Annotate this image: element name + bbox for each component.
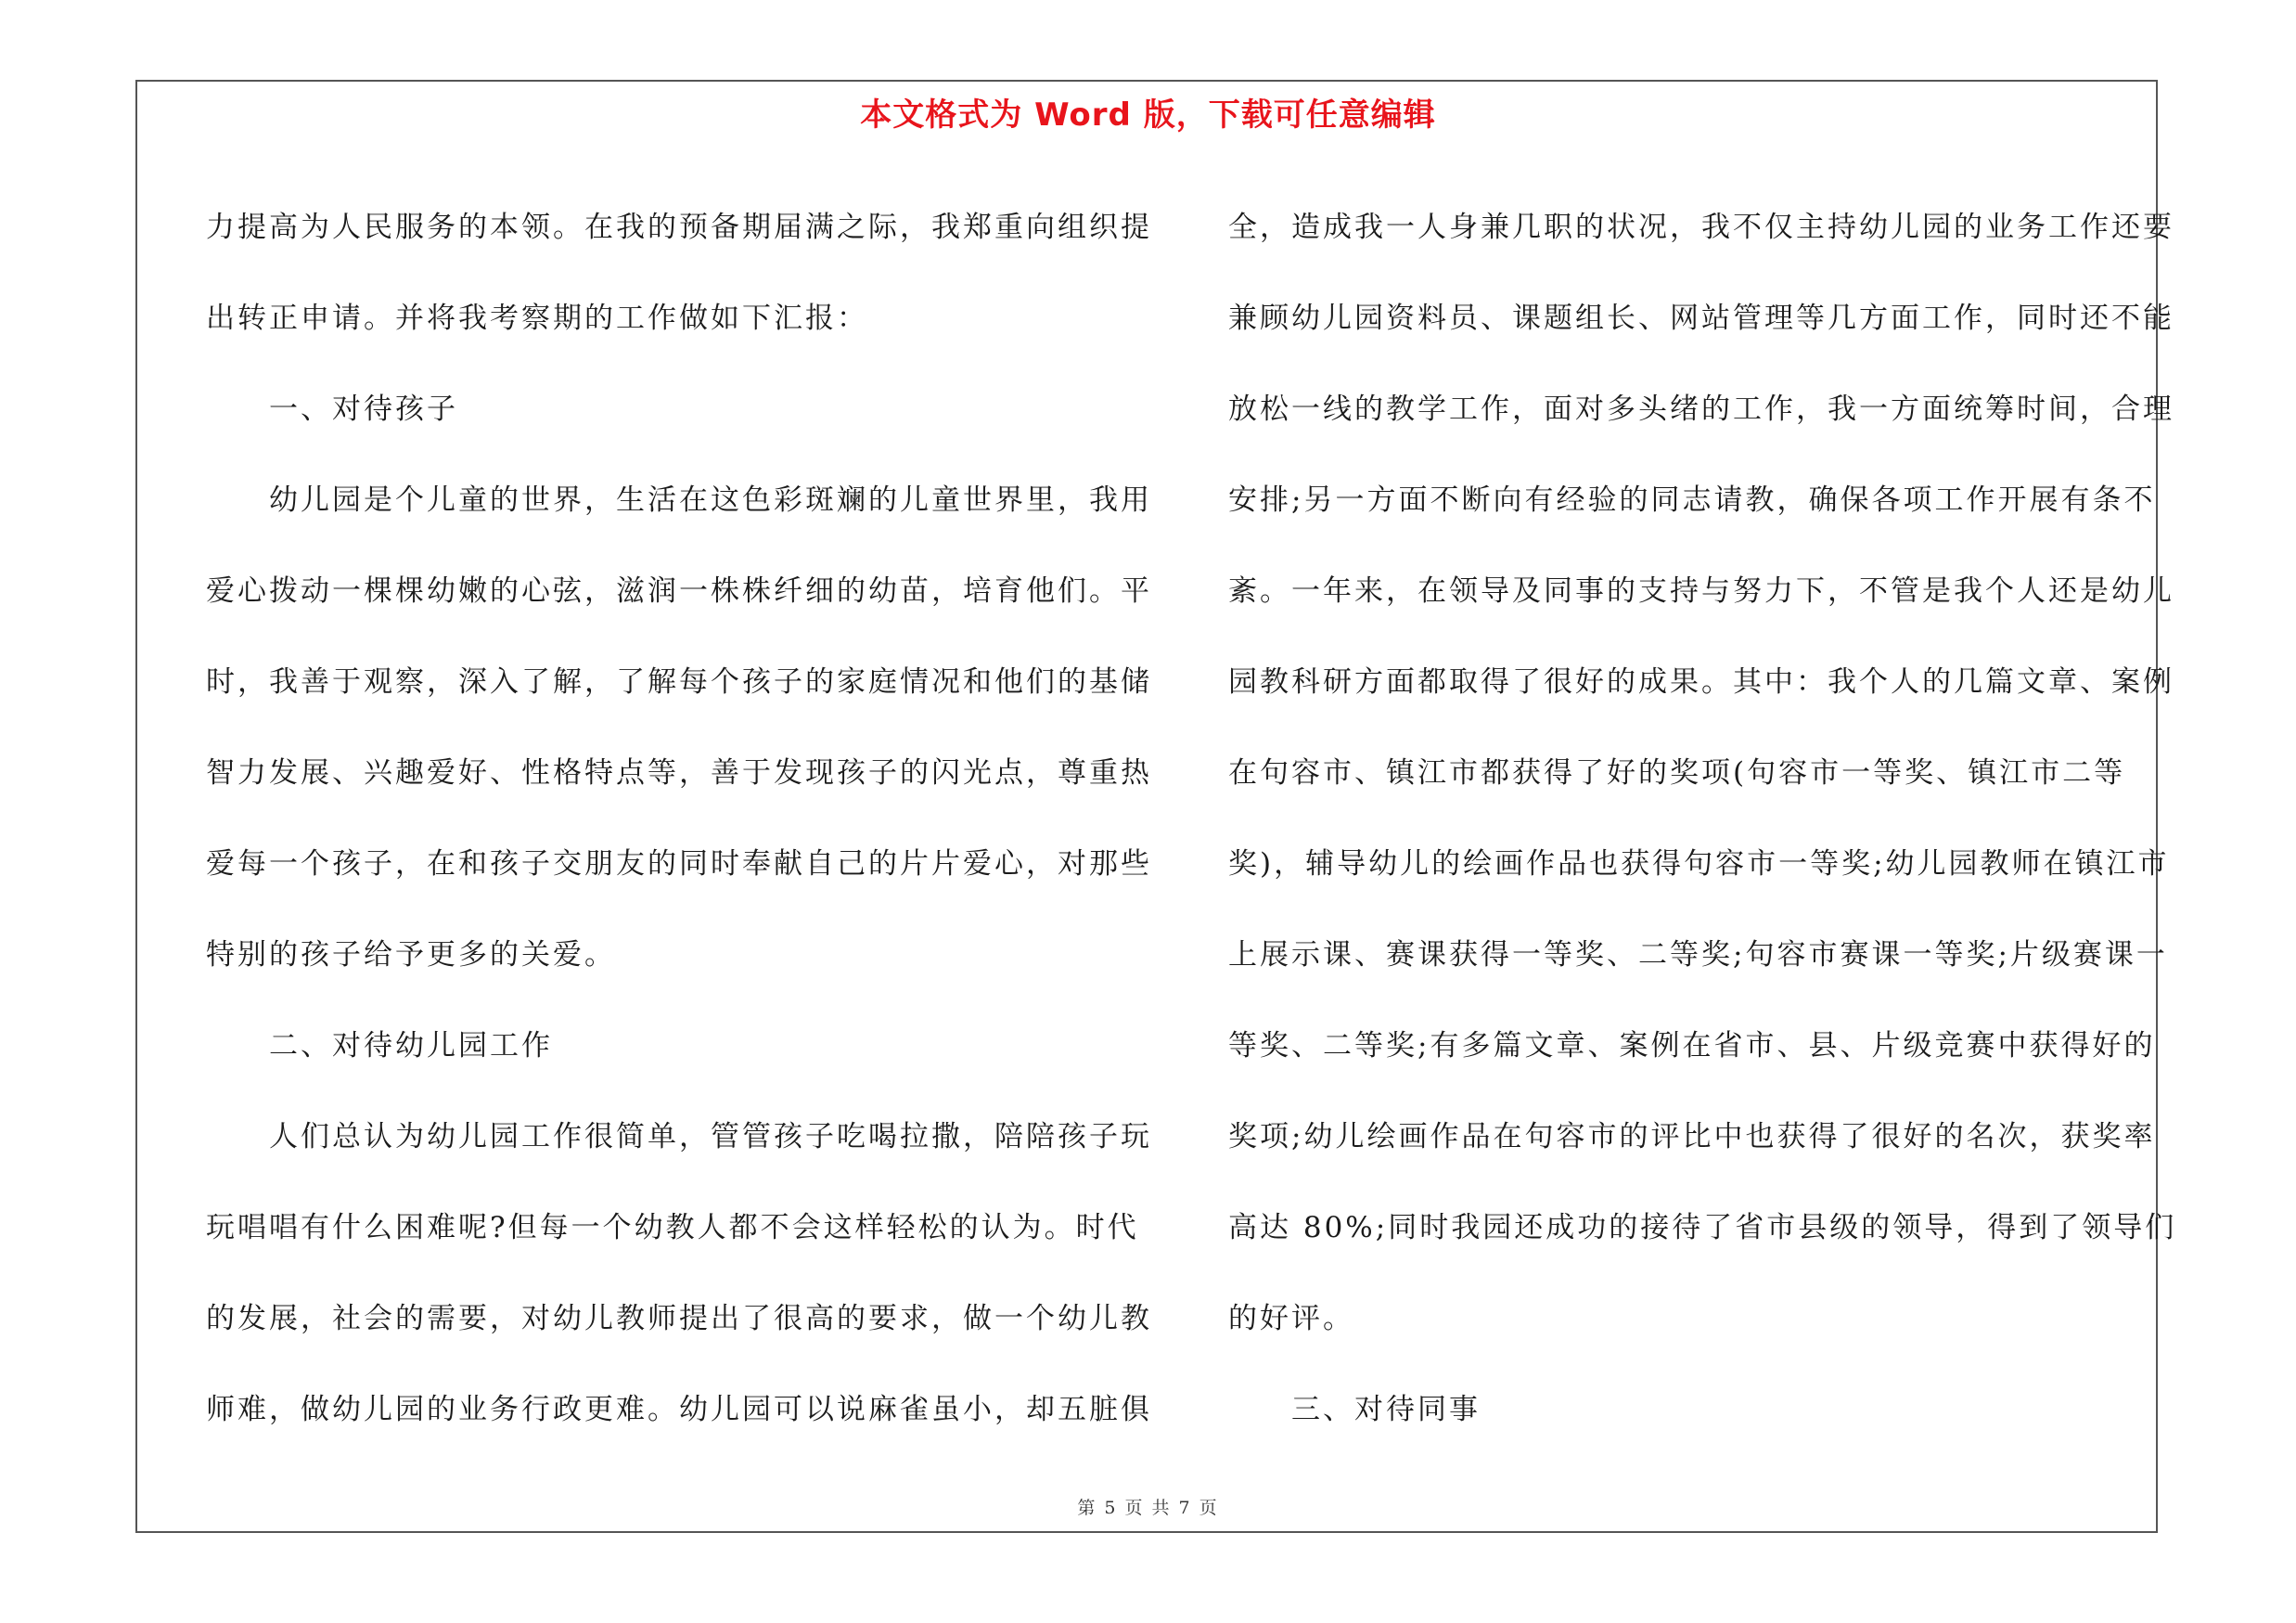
text-line: 出转正申请。并将我考察期的工作做如下汇报：	[206, 302, 868, 335]
text-line: 的好评。	[1228, 1302, 1354, 1335]
text-line: 放松一线的教学工作，面对多头绪的工作，我一方面统筹时间，合理	[1228, 393, 2174, 426]
section-heading: 二、对待幼儿园工作	[206, 1029, 553, 1063]
text-line: 奖项;幼儿绘画作品在句容市的评比中也获得了很好的名次，获奖率	[1228, 1120, 2156, 1153]
text-line: 等奖、二等奖;有多篇文章、案例在省市、县、片级竞赛中获得好的	[1228, 1029, 2156, 1063]
text-line: 智力发展、兴趣爱好、性格特点等，善于发现孩子的闪光点，尊重热	[206, 756, 1152, 790]
text-line: 幼儿园是个儿童的世界，生活在这色彩斑斓的儿童世界里，我用	[206, 483, 1152, 517]
format-notice: 本文格式为 Word 版，下载可任意编辑	[860, 97, 1436, 134]
text-line: 爱心拨动一棵棵幼嫩的心弦，滋润一株株纤细的幼苗，培育他们。平	[206, 574, 1152, 608]
text-line: 紊。一年来，在领导及同事的支持与努力下，不管是我个人还是幼儿	[1228, 574, 2174, 608]
text-line: 园教科研方面都取得了很好的成果。其中：我个人的几篇文章、案例	[1228, 665, 2174, 699]
text-line: 特别的孩子给予更多的关爱。	[206, 938, 616, 972]
text-line: 全，造成我一人身兼几职的状况，我不仅主持幼儿园的业务工作还要	[1228, 211, 2174, 244]
section-heading: 三、对待同事	[1228, 1393, 1481, 1426]
text-line: 人们总认为幼儿园工作很简单，管管孩子吃喝拉撒，陪陪孩子玩	[206, 1120, 1152, 1153]
text-line: 高达 80%;同时我园还成功的接待了省市县级的领导，得到了领导们	[1228, 1211, 2177, 1244]
text-line: 时，我善于观察，深入了解，了解每个孩子的家庭情况和他们的基储	[206, 665, 1152, 699]
text-line: 爱每一个孩子，在和孩子交朋友的同时奉献自己的片片爱心，对那些	[206, 847, 1152, 881]
text-line: 安排;另一方面不断向有经验的同志请教，确保各项工作开展有条不	[1228, 483, 2156, 517]
left-text-column	[206, 182, 1152, 1455]
text-line: 的发展，社会的需要，对幼儿教师提出了很高的要求，做一个幼儿教	[206, 1302, 1152, 1335]
page-number-footer: 第 5 页 共 7 页	[1077, 1498, 1219, 1518]
right-text-column	[1228, 182, 2177, 1455]
text-line: 在句容市、镇江市都获得了好的奖项(句容市一等奖、镇江市二等	[1228, 756, 2126, 790]
text-line: 师难，做幼儿园的业务行政更难。幼儿园可以说麻雀虽小，却五脏俱	[206, 1393, 1152, 1426]
section-heading: 一、对待孩子	[206, 393, 458, 426]
text-line: 玩唱唱有什么困难呢?但每一个幼教人都不会这样轻松的认为。时代	[206, 1211, 1139, 1244]
text-line: 力提高为人民服务的本领。在我的预备期届满之际，我郑重向组织提	[206, 211, 1152, 244]
text-line: 奖)，辅导幼儿的绘画作品也获得句容市一等奖;幼儿园教师在镇江市	[1228, 847, 2170, 881]
text-line: 上展示课、赛课获得一等奖、二等奖;句容市赛课一等奖;片级赛课一	[1228, 938, 2168, 972]
text-line: 兼顾幼儿园资料员、课题组长、网站管理等几方面工作，同时还不能	[1228, 302, 2174, 335]
